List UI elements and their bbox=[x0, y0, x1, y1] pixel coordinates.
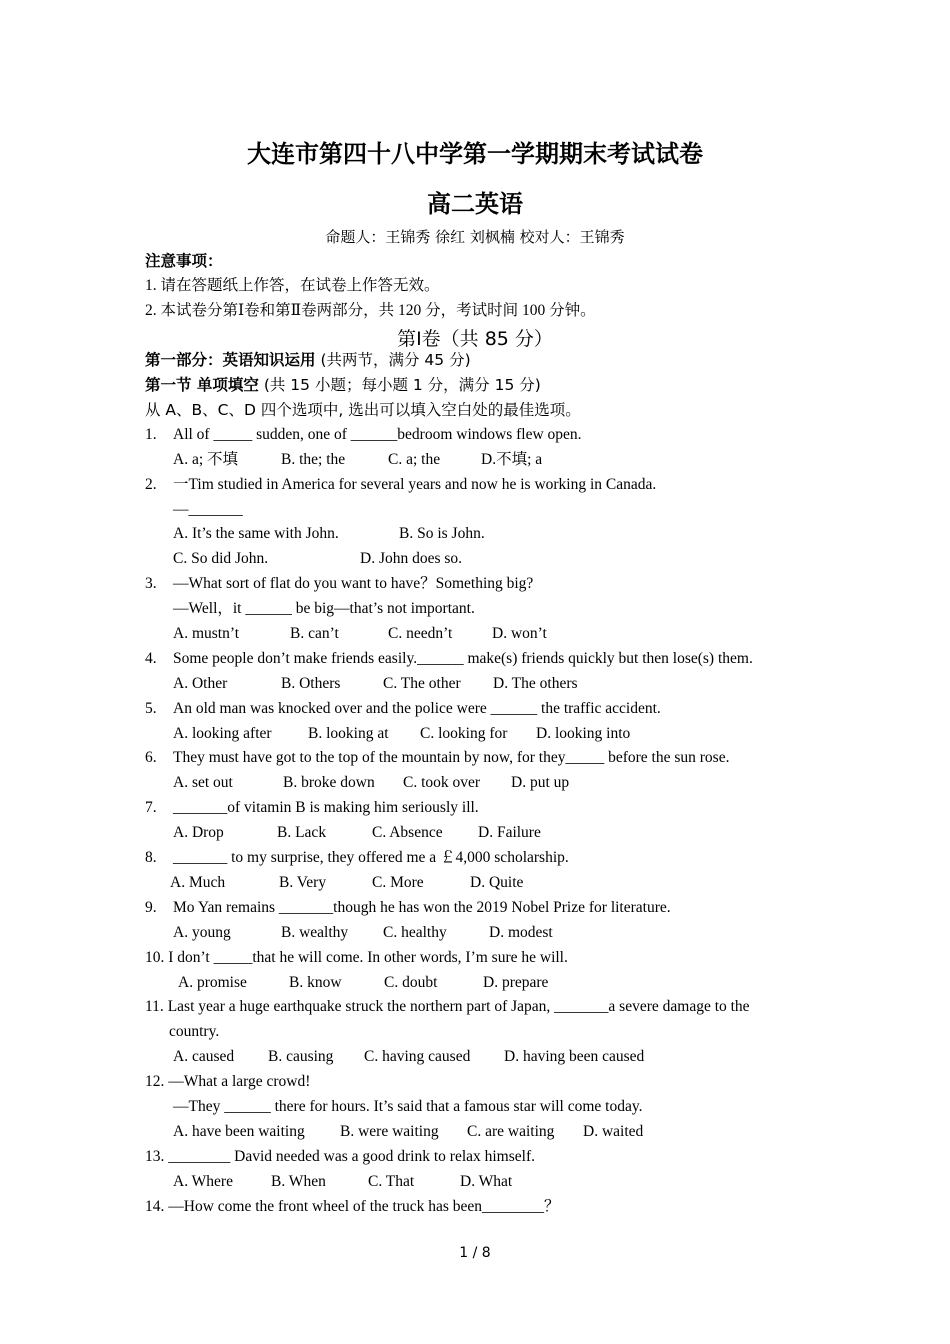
question-stem: Some people don’t make friends easily.______ make(s) friends quickly but then lose(s) them. bbox=[173, 650, 753, 667]
question-number: 9. bbox=[145, 899, 157, 916]
option-b: B. Lack bbox=[277, 824, 327, 841]
option-b: B. wealthy bbox=[281, 924, 349, 941]
question-stem: —What a large crowd! bbox=[168, 1073, 311, 1090]
question-1 bbox=[145, 424, 582, 446]
option-c: C. Absence bbox=[372, 824, 443, 841]
question-9 bbox=[145, 897, 671, 919]
option-c: C. That bbox=[368, 1173, 415, 1190]
section1-label: 第一节 单项填空 bbox=[145, 376, 259, 394]
option-b: B. looking at bbox=[308, 725, 389, 742]
question-number: 4. bbox=[145, 650, 157, 667]
question-2 bbox=[145, 474, 656, 496]
question-stem: —How come the front wheel of the truck has been________？ bbox=[168, 1198, 560, 1215]
question-12 bbox=[145, 1071, 310, 1093]
option-d: D. won’t bbox=[492, 625, 547, 642]
question-7 bbox=[145, 797, 479, 819]
section1-heading bbox=[145, 374, 541, 396]
page-number: 1 / 8 bbox=[459, 1245, 491, 1261]
volume-title: 第Ⅰ卷（共 85 分） bbox=[397, 328, 553, 350]
option-d: D. having been caused bbox=[504, 1048, 645, 1065]
option-a: A. a; 不填 bbox=[173, 451, 239, 468]
question-number: 7. bbox=[145, 799, 157, 816]
option-d: D.不填; a bbox=[481, 451, 543, 468]
question-number: 10. bbox=[145, 949, 165, 966]
option-b: B. the; the bbox=[281, 451, 346, 468]
option-a: A. Where bbox=[173, 1173, 233, 1190]
question-6 bbox=[145, 747, 729, 769]
question-number: 13. bbox=[145, 1148, 165, 1165]
question-14 bbox=[145, 1196, 560, 1218]
question-11-stem-2: country. bbox=[169, 1023, 220, 1040]
question-stem: _______ to my surprise, they offered me a ￡4,000 scholarship. bbox=[173, 849, 569, 866]
option-b: B. can’t bbox=[290, 625, 339, 642]
question-number: 1. bbox=[145, 426, 157, 443]
section1-detail: (共 15 小题；每小题 1 分，满分 15 分) bbox=[258, 376, 541, 394]
option-c: C. having caused bbox=[364, 1048, 471, 1065]
question-5 bbox=[145, 698, 661, 720]
option-b: B. Others bbox=[281, 675, 341, 692]
option-b: B. When bbox=[271, 1173, 326, 1190]
authors-line: 命题人：王锦秀 徐红 刘枫楠 校对人：王锦秀 bbox=[325, 228, 625, 246]
exam-title: 大连市第四十八中学第一学期期末考试试卷 bbox=[247, 142, 703, 168]
question-10 bbox=[145, 947, 568, 969]
notice-item-2: 2. 本试卷分第Ⅰ卷和第Ⅱ卷两部分，共 120 分，考试时间 100 分钟。 bbox=[145, 302, 596, 319]
part1-heading bbox=[145, 349, 471, 371]
option-d: D. Quite bbox=[470, 874, 524, 891]
option-a: A. looking after bbox=[173, 725, 272, 742]
option-b: B. Very bbox=[279, 874, 327, 891]
option-a: A. Much bbox=[170, 874, 226, 891]
option-d: D. The others bbox=[493, 675, 578, 692]
notice-heading: 注意事项： bbox=[145, 252, 223, 270]
option-d: D. prepare bbox=[483, 974, 549, 991]
option-c: C. needn’t bbox=[388, 625, 453, 642]
question-2-answer-blank: —_______ bbox=[173, 501, 243, 518]
question-3 bbox=[145, 573, 533, 595]
notice-item-1: 1. 请在答题纸上作答，在试卷上作答无效。 bbox=[145, 277, 440, 294]
option-a: A. promise bbox=[178, 974, 247, 991]
question-stem: I don’t _____that he will come. In other words, I’m sure he will. bbox=[168, 949, 568, 966]
option-a: A. Other bbox=[173, 675, 228, 692]
question-number: 12. bbox=[145, 1073, 165, 1090]
question-11 bbox=[145, 996, 750, 1018]
option-d: D. put up bbox=[511, 774, 570, 791]
question-stem: —What sort of flat do you want to have？Something big? bbox=[173, 575, 534, 592]
question-number: 14. bbox=[145, 1198, 165, 1215]
option-a: A. set out bbox=[173, 774, 233, 791]
question-stem: Mo Yan remains _______though he has won the 2019 Nobel Prize for literature. bbox=[173, 899, 671, 916]
option-c: C. doubt bbox=[384, 974, 438, 991]
question-number: 3. bbox=[145, 575, 157, 592]
question-13 bbox=[145, 1146, 535, 1168]
question-stem: They must have got to the top of the mountain by now, for they_____ before the sun rose. bbox=[173, 749, 730, 766]
question-12-stem-2: —They ______ there for hours. It’s said that a famous star will come today. bbox=[173, 1098, 643, 1115]
question-stem: Last year a huge earthquake struck the northern part of Japan, _______a severe damage to the bbox=[167, 998, 750, 1015]
question-4 bbox=[145, 648, 753, 670]
option-d: D. waited bbox=[583, 1123, 644, 1140]
option-a: A. Drop bbox=[173, 824, 224, 841]
option-b: B. causing bbox=[268, 1048, 334, 1065]
option-d: D. What bbox=[460, 1173, 513, 1190]
exam-subtitle: 高二英语 bbox=[427, 192, 523, 218]
option-b: B. know bbox=[289, 974, 342, 991]
option-d: D. modest bbox=[489, 924, 553, 941]
option-b: B. broke down bbox=[283, 774, 375, 791]
question-8 bbox=[145, 847, 569, 869]
question-3-stem-2: —Well，it ______ be big—that’s not important. bbox=[173, 600, 475, 617]
question-number: 6. bbox=[145, 749, 157, 766]
part1-detail: (共两节，满分 45 分) bbox=[315, 351, 471, 369]
option-c: C. are waiting bbox=[467, 1123, 555, 1140]
question-stem: 一Tim studied in America for several years and now he is working in Canada. bbox=[173, 476, 657, 493]
option-c: C. looking for bbox=[420, 725, 508, 742]
option-a: A. caused bbox=[173, 1048, 235, 1065]
option-d: D. John does so. bbox=[360, 550, 463, 567]
option-c: C. healthy bbox=[383, 924, 447, 941]
option-a: A. mustn’t bbox=[173, 625, 240, 642]
option-d: D. Failure bbox=[478, 824, 541, 841]
question-number: 8. bbox=[145, 849, 157, 866]
question-number: 11. bbox=[145, 998, 164, 1015]
question-stem: _______of vitamin B is making him seriously ill. bbox=[173, 799, 479, 816]
option-d: D. looking into bbox=[536, 725, 631, 742]
question-number: 5. bbox=[145, 700, 157, 717]
option-c: C. More bbox=[372, 874, 424, 891]
question-stem: All of _____ sudden, one of ______bedroom windows flew open. bbox=[173, 426, 582, 443]
option-b: B. were waiting bbox=[340, 1123, 439, 1140]
option-c: C. took over bbox=[403, 774, 481, 791]
section1-instruction: 从 A、B、C、D 四个选项中, 选出可以填入空白处的最佳选项。 bbox=[145, 401, 581, 419]
option-c: C. a; the bbox=[388, 451, 441, 468]
question-stem: An old man was knocked over and the police were ______ the traffic accident. bbox=[173, 700, 661, 717]
option-c: C. The other bbox=[383, 675, 461, 692]
option-a: A. have been waiting bbox=[173, 1123, 305, 1140]
question-number: 2. bbox=[145, 476, 157, 493]
option-a: A. It’s the same with John. bbox=[173, 525, 339, 542]
option-c: C. So did John. bbox=[173, 550, 269, 567]
option-b: B. So is John. bbox=[399, 525, 485, 542]
question-stem: ________ David needed was a good drink to relax himself. bbox=[168, 1148, 535, 1165]
option-a: A. young bbox=[173, 924, 231, 941]
part1-label: 第一部分：英语知识运用 bbox=[145, 351, 316, 369]
